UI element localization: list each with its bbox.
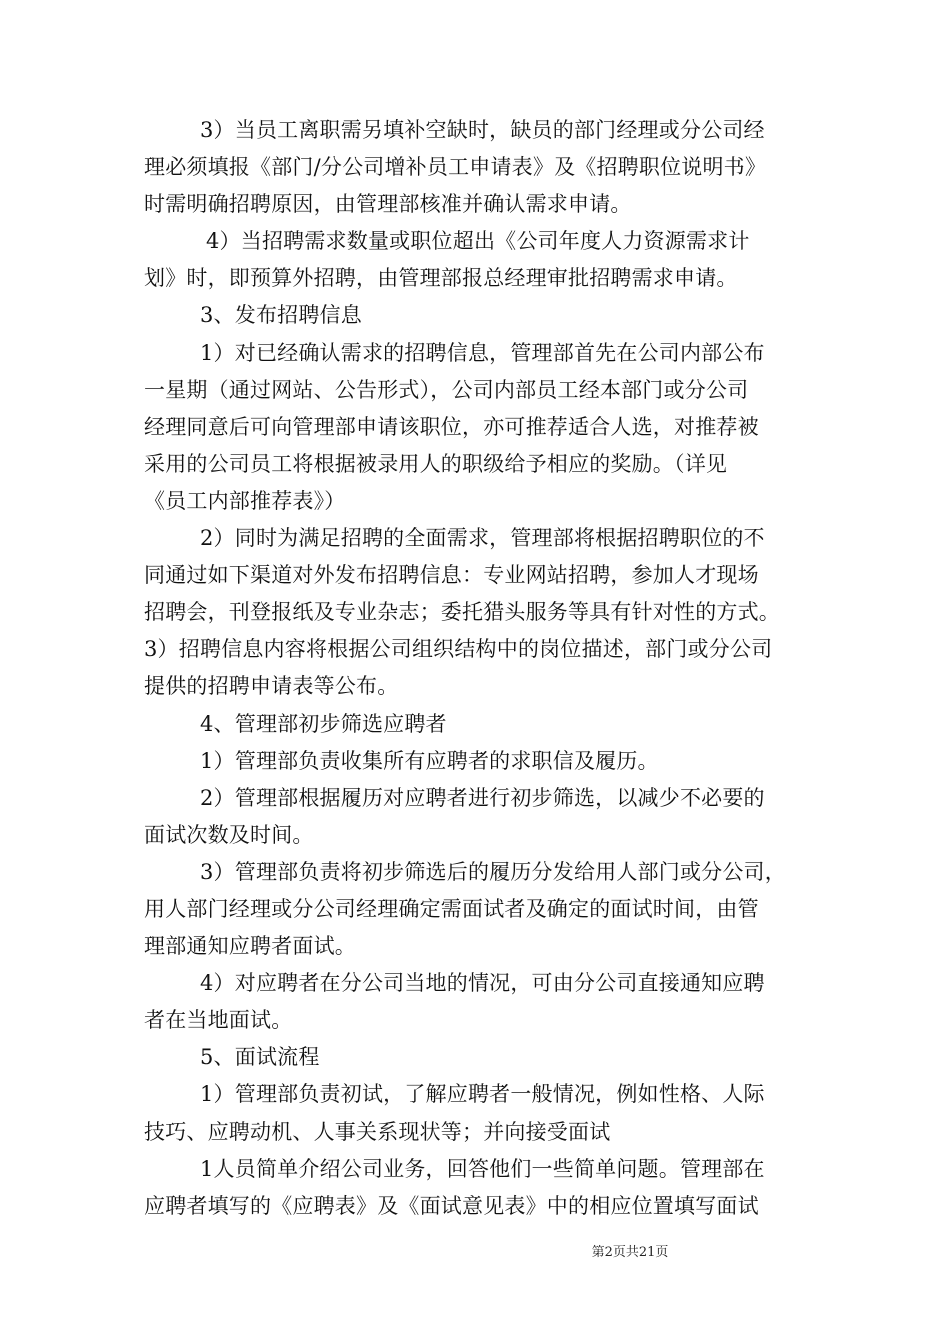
text-line: 面试次数及时间。 <box>144 822 314 847</box>
text-line: 采用的公司员工将根据被录用人的职级给予相应的奖励。（详见 <box>144 451 728 476</box>
text-line: 1人员简单介绍公司业务，回答他们一些简单问题。管理部在 <box>200 1156 765 1181</box>
text-line: 用人部门经理或分公司经理确定需面试者及确定的面试时间，由管 <box>144 896 759 921</box>
text-line: 技巧、应聘动机、人事关系现状等；并向接受面试 <box>144 1119 611 1144</box>
text-line: 1）管理部负责初试，了解应聘者一般情况，例如性格、人际 <box>200 1082 765 1107</box>
text-line: 4）当招聘需求数量或职位超出《公司年度人力资源需求计 <box>206 229 750 254</box>
document-body <box>144 112 824 1225</box>
text-line: 3、发布招聘信息 <box>200 303 362 328</box>
text-line: 时需明确招聘原因，由管理部核准并确认需求申请。 <box>144 192 632 217</box>
text-line: 4）对应聘者在分公司当地的情况，可由分公司直接通知应聘 <box>200 971 765 996</box>
text-line: 1）对已经确认需求的招聘信息，管理部首先在公司内部公布 <box>200 340 765 365</box>
text-line: 2）管理部根据履历对应聘者进行初步筛选，以减少不必要的 <box>200 785 765 810</box>
text-line: 4、管理部初步筛选应聘者 <box>200 711 447 736</box>
text-line: 应聘者填写的《应聘表》及《面试意见表》中的相应位置填写面试 <box>144 1193 759 1218</box>
text-line: 2）同时为满足招聘的全面需求，管理部将根据招聘职位的不 <box>200 526 765 551</box>
text-line: 划》时，即预算外招聘，由管理部报总经理审批招聘需求申请。 <box>144 266 738 291</box>
page-footer <box>0 1243 950 1263</box>
text-line: 同通过如下渠道对外发布招聘信息：专业网站招聘，参加人才现场 <box>144 563 759 588</box>
text-line: 5、面试流程 <box>200 1045 320 1070</box>
text-line: 理部通知应聘者面试。 <box>144 934 356 959</box>
text-line: 经理同意后可向管理部申请该职位，亦可推荐适合人选，对推荐被 <box>144 414 759 439</box>
text-line: 3）管理部负责将初步筛选后的履历分发给用人部门或分公司， <box>200 859 786 884</box>
text-line: 1）管理部负责收集所有应聘者的求职信及履历。 <box>200 748 659 773</box>
text-line: 提供的招聘申请表等公布。 <box>144 674 399 699</box>
text-line: 3）当员工离职需另填补空缺时，缺员的部门经理或分公司经 <box>200 118 765 142</box>
text-line: 招聘会，刊登报纸及专业杂志；委托猎头服务等具有针对性的方式。 <box>144 600 780 625</box>
page-number: 第2页共21页 <box>591 1245 669 1260</box>
text-line: 一星期（通过网站、公告形式），公司内部员工经本部门或分公司 <box>144 377 749 402</box>
text-line: 者在当地面试。 <box>144 1008 293 1033</box>
text-line: 《员工内部推荐表》） <box>144 488 346 513</box>
text-line: 理必须填报《部门/分公司增补员工申请表》及《招聘职位说明书》 <box>144 155 767 180</box>
text-line: 3）招聘信息内容将根据公司组织结构中的岗位描述，部门或分公司 <box>144 637 773 662</box>
